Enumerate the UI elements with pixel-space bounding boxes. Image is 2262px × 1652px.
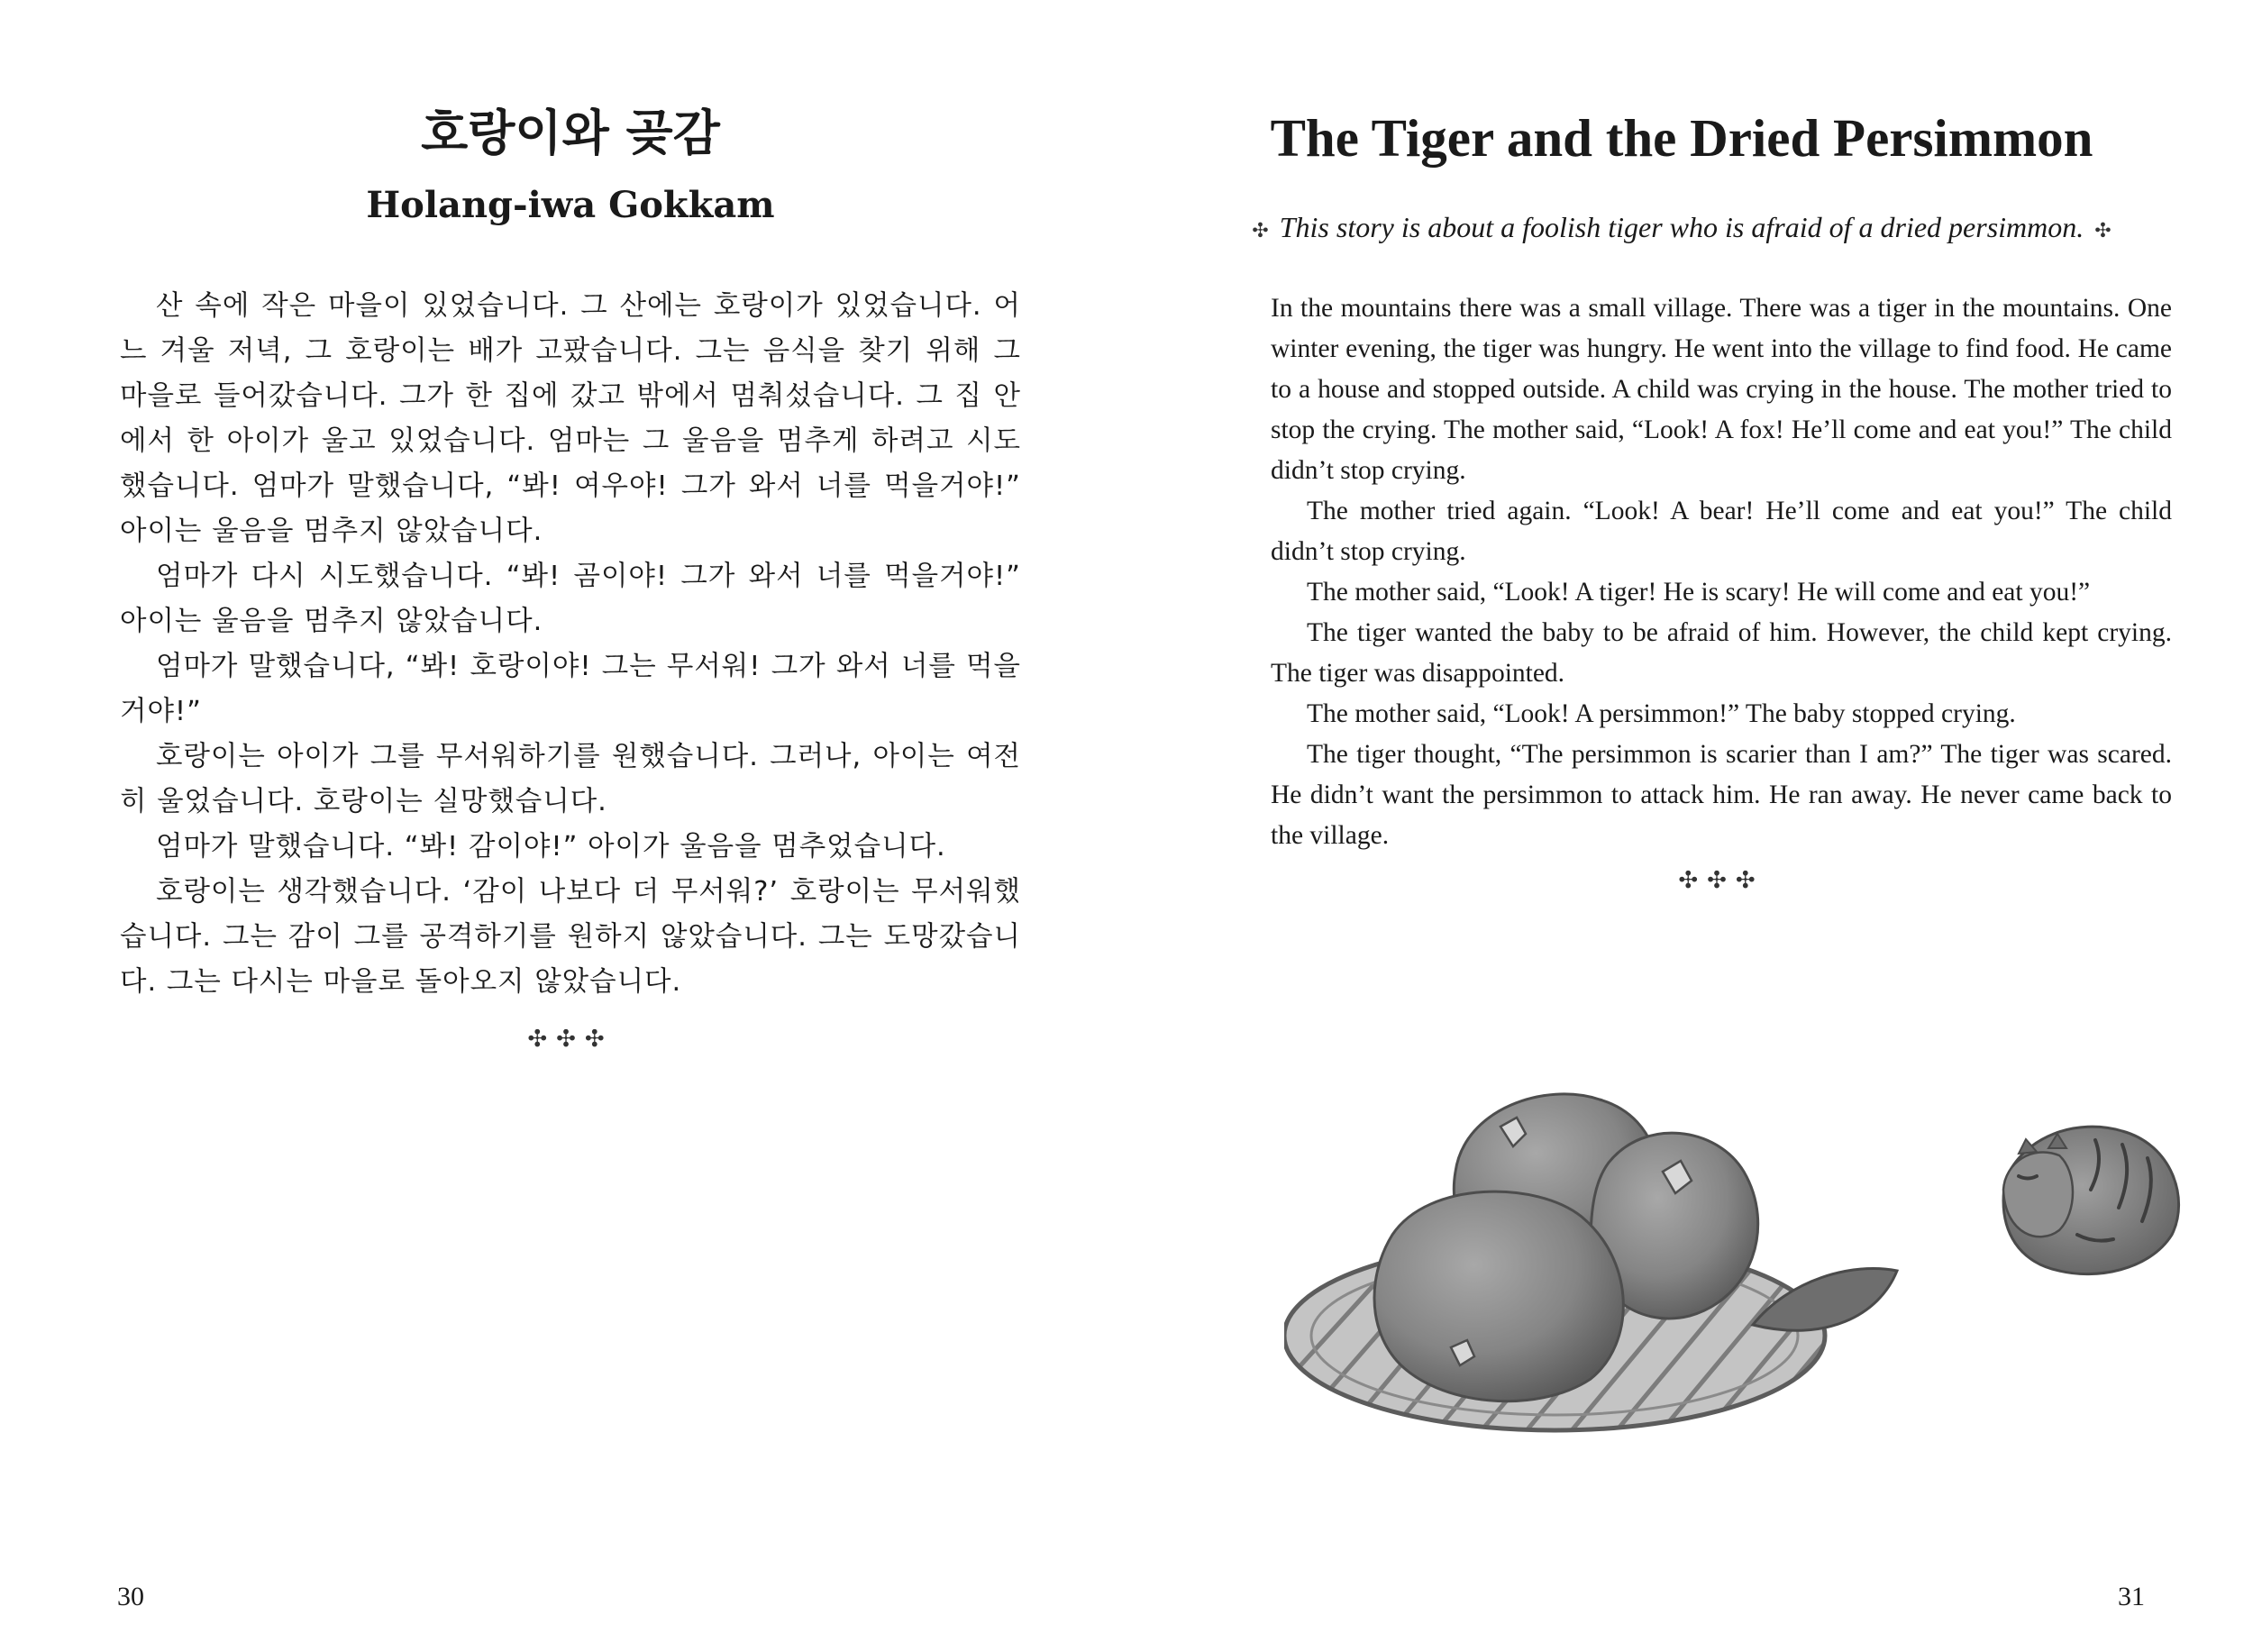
- korean-title: 호랑이와 곶감: [421, 105, 720, 161]
- english-paragraph: The mother said, “Look! A tiger! He is scary! He will come and eat you!”: [1307, 578, 2091, 607]
- page-number-right: 31: [2118, 1582, 2145, 1611]
- english-paragraph: The tiger thought, “The persimmon is scarier than I am?” The tiger was scared. He didn’t want the persimmon to attack him. He ran away. He never came back to the village.: [1271, 740, 2172, 850]
- english-title: The Tiger and the Dried Persimmon: [1270, 108, 2093, 168]
- romanized-subtitle: Holang-iwa Gokkam: [366, 184, 775, 226]
- crouching-tiger: [2003, 1127, 2179, 1273]
- korean-paragraph: 호랑이는 생각했습니다. ‘감이 나보다 더 무서워?’ 호랑이는 무서워했습니다. 그는 감이 그를 공격하기를 원하지 않았습니다. 그는 도망갔습니다. 그는 다시는 마을로 돌아오지 않았습니다.: [120, 876, 1021, 998]
- english-paragraph: In the mountains there was a small village. There was a tiger in the mountains. One winter evening, the tiger was hungry. He went into the village to find food. He came to a house and stopped outside. A child was crying in the house. The mother tried to stop the crying. The mother said, “Look! A fox! He’ll come and eat you!” The child didn’t stop crying.: [1271, 294, 2172, 485]
- korean-paragraph: 호랑이는 아이가 그를 무서워하기를 원했습니다. 그러나, 아이는 여전히 울었습니다. 호랑이는 실망했습니다.: [120, 741, 1021, 817]
- korean-paragraph: 엄마가 다시 시도했습니다. “봐! 곰이야! 그가 와서 너를 먹을거야!” 아이는 울음을 멈추지 않았습니다.: [120, 561, 1021, 637]
- english-paragraph: The tiger wanted the baby to be afraid of him. However, the child kept crying. The tiger was disappointed.: [1271, 618, 2172, 688]
- page-number-left: 30: [117, 1582, 144, 1611]
- korean-paragraph: 엄마가 말했습니다. “봐! 감이야!” 아이가 울음을 멈추었습니다.: [156, 831, 946, 863]
- english-story-text: [1271, 288, 2172, 856]
- section-end-ornament: ✣✣✣: [527, 1026, 614, 1053]
- english-paragraph: The mother said, “Look! A persimmon!” The baby stopped crying.: [1307, 699, 2016, 728]
- ornament-icon: ✣: [1252, 220, 1269, 242]
- english-paragraph: The mother tried again. “Look! A bear! He’ll come and eat you!” The child didn’t stop crying.: [1271, 497, 2172, 566]
- korean-paragraph: 엄마가 말했습니다, “봐! 호랑이야! 그는 무서워! 그가 와서 너를 먹을거야!”: [120, 651, 1021, 727]
- korean-story-text: [120, 284, 1021, 1005]
- persimmons-on-basket-with-tiger-illustration: [1284, 1054, 2194, 1451]
- story-summary: [1221, 205, 2142, 253]
- section-end-ornament: ✣✣✣: [1678, 867, 1765, 894]
- ornament-icon: ✣: [2094, 220, 2112, 242]
- story-summary-text: This story is about a foolish tiger who is afraid of a dried persimmon.: [1279, 211, 2084, 243]
- korean-paragraph: 산 속에 작은 마을이 있었습니다. 그 산에는 호랑이가 있었습니다. 어느 겨울 저녁, 그 호랑이는 배가 고팠습니다. 그는 음식을 찾기 위해 그 마을로 들어갔습니다. 그가 한 집에 갔고 밖에서 멈춰섰습니다. 그 집 안에서 한 아이가 울고 있었습니다. 엄마는 그 울음을 멈추게 하려고 시도했습니다. 엄마가 말했습니다, “봐! 여우야! 그가 와서 너를 먹을거야!” 아이는 울음을 멈추지 않았습니다.: [120, 290, 1021, 547]
